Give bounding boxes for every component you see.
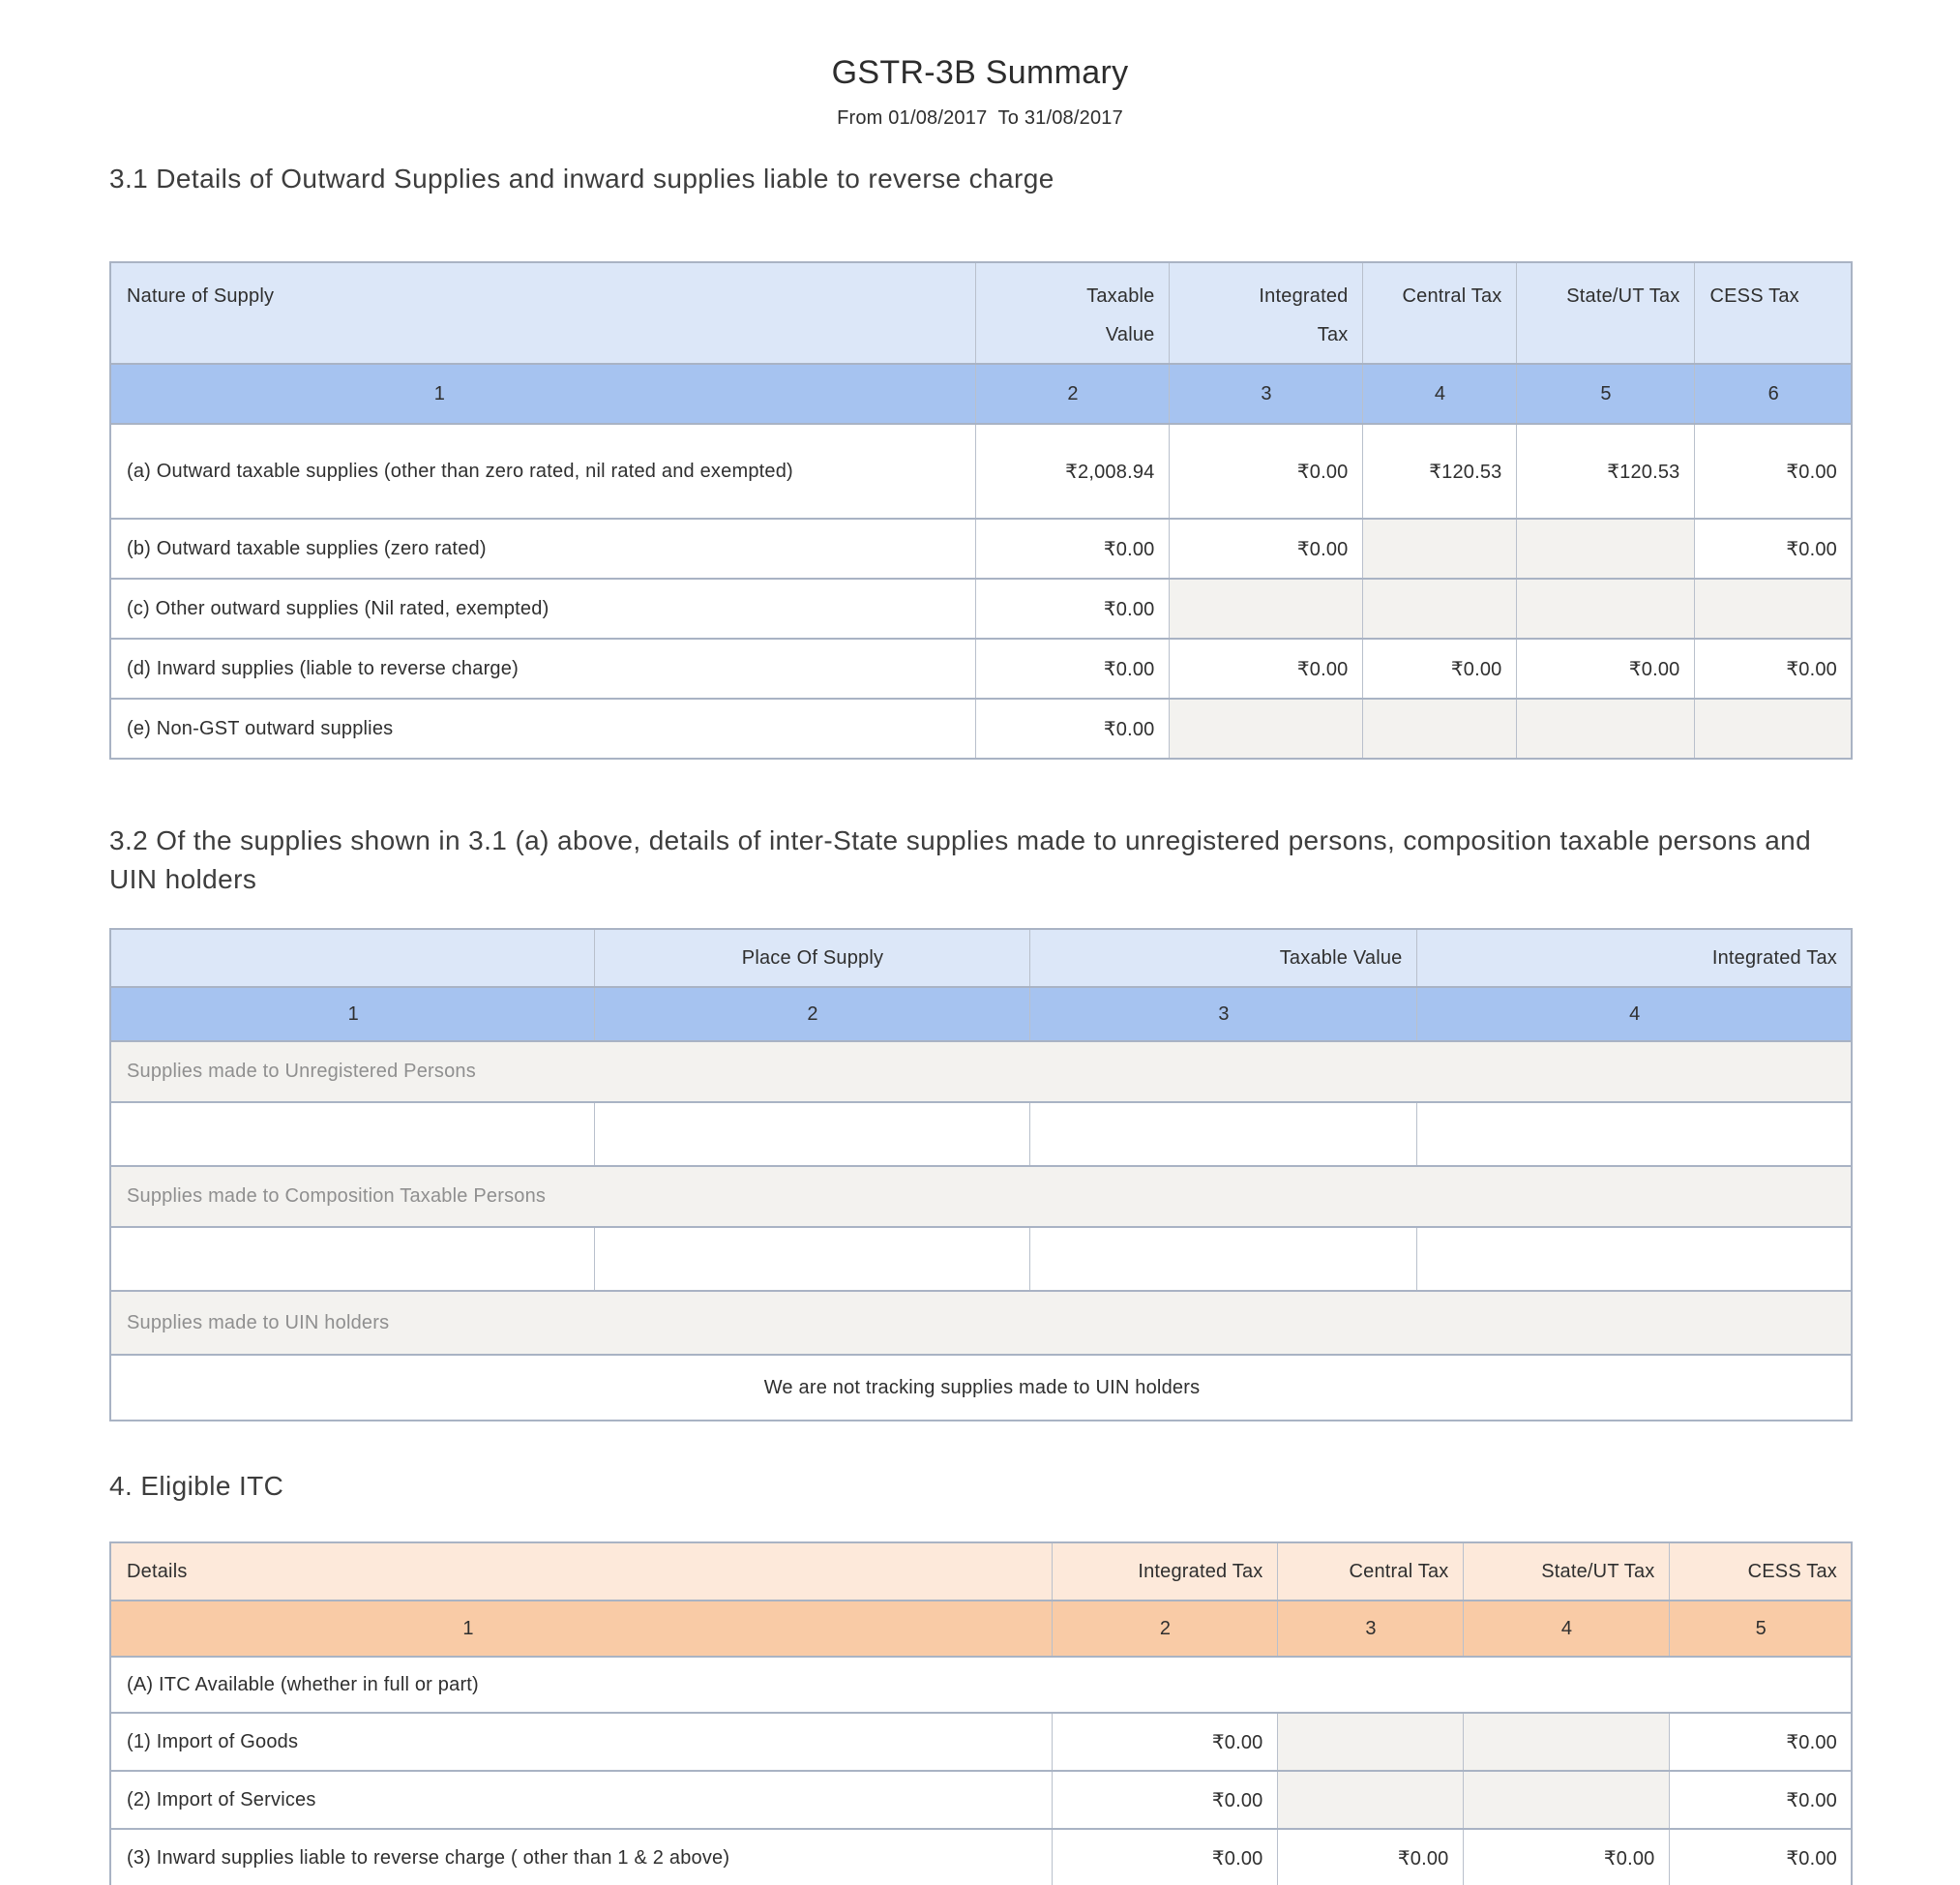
column-number <box>110 1601 1052 1657</box>
value-cell: ₹120.53 <box>1516 424 1694 519</box>
disabled-cell <box>1169 579 1362 639</box>
value-cell: ₹0.00 <box>1052 1771 1277 1829</box>
value-cell: ₹120.53 <box>1362 424 1516 519</box>
table-row-4-3 <box>110 1829 1852 1885</box>
value-cell: ₹0.00 <box>1169 639 1362 699</box>
value-cell: ₹0.00 <box>1516 639 1694 699</box>
column-number: 4 <box>1362 364 1516 424</box>
col-header-place-of-supply: Place Of Supply <box>594 929 1029 987</box>
uin-note-row <box>110 1355 1852 1421</box>
row-label: (A) ITC Available (whether in full or part) <box>127 1673 479 1695</box>
value-cell: ₹0.00 <box>975 519 1169 579</box>
column-number: 1 <box>347 1002 359 1025</box>
gstr3b-summary-page <box>0 52 1960 1885</box>
group-row-label: Supplies made to Unregistered Persons <box>110 1041 1852 1102</box>
section-3-1-heading: 3.1 Details of Outward Supplies and inward supplies liable to reverse charge <box>109 164 1054 194</box>
column-number: 3 <box>1029 987 1416 1041</box>
table-row-3-1-d <box>110 639 1852 699</box>
column-number-value: 1 <box>462 1617 474 1639</box>
table-row-3-1-b <box>110 519 1852 579</box>
col-header-taxable-value: Taxable Value <box>1029 929 1416 987</box>
table-row-4-2 <box>110 1771 1852 1829</box>
column-number: 3 <box>1169 364 1362 424</box>
row-label: (b) Outward taxable supplies (zero rated) <box>127 537 487 559</box>
empty-cell <box>594 1227 1029 1291</box>
row-label: (2) Import of Services <box>127 1788 316 1810</box>
table-row-3-1-c <box>110 579 1852 639</box>
row-label: (e) Non-GST outward supplies <box>127 717 394 739</box>
col-header-integrated-tax: Integrated Tax <box>1052 1542 1277 1601</box>
disabled-cell <box>1362 519 1516 579</box>
col-header-integrated-tax: Integrated Tax <box>1416 929 1852 987</box>
page-title: GSTR-3B Summary <box>831 54 1129 91</box>
column-number: 4 <box>1463 1601 1669 1657</box>
disabled-cell <box>1694 699 1852 759</box>
value-cell: ₹0.00 <box>1694 519 1852 579</box>
group-row-label: Supplies made to Composition Taxable Persons <box>110 1166 1852 1227</box>
disabled-cell <box>1463 1771 1669 1829</box>
column-number: 2 <box>975 364 1169 424</box>
empty-cell <box>594 1102 1029 1166</box>
section-4-heading: 4. Eligible ITC <box>109 1471 284 1501</box>
empty-cell <box>110 1102 594 1166</box>
col-header-state-ut-tax: State/UT Tax <box>1516 262 1694 364</box>
report-date-range: From 01/08/2017 To 31/08/2017 <box>837 107 1123 129</box>
col-header-cess-tax: CESS Tax <box>1669 1542 1852 1601</box>
value-cell: ₹0.00 <box>1169 519 1362 579</box>
col-header-central-tax: Central Tax <box>1277 1542 1463 1601</box>
disabled-cell <box>1169 699 1362 759</box>
value-cell: ₹0.00 <box>1694 424 1852 519</box>
col-header-nature-of-supply: Nature of Supply <box>127 285 275 307</box>
row-label: (c) Other outward supplies (Nil rated, exempted) <box>127 597 549 619</box>
column-number: 2 <box>1052 1601 1277 1657</box>
group-row-label: Supplies made to UIN holders <box>110 1291 1852 1355</box>
section-3-2-heading: 3.2 Of the supplies shown in 3.1 (a) above, details of inter-State supplies made to unregistered persons, composition taxable persons and UIN holders <box>109 825 1812 894</box>
empty-cell <box>1416 1227 1852 1291</box>
table-row-4-1 <box>110 1713 1852 1771</box>
disabled-cell <box>1516 579 1694 639</box>
outward-supplies-table <box>109 261 1853 760</box>
empty-data-row <box>110 1102 1852 1166</box>
table-row-3-1-a <box>110 424 1852 519</box>
col-header-empty <box>110 929 594 987</box>
value-cell: ₹0.00 <box>975 579 1169 639</box>
interstate-supplies-table <box>109 928 1853 1421</box>
column-number: 6 <box>1694 364 1852 424</box>
col-header-taxable-value: Taxable Value <box>975 262 1169 364</box>
col-header-cess-tax: CESS Tax <box>1694 262 1852 364</box>
uin-note-text: We are not tracking supplies made to UIN holders <box>763 1376 1201 1398</box>
column-number: 5 <box>1516 364 1694 424</box>
empty-data-row <box>110 1227 1852 1291</box>
value-cell: ₹0.00 <box>1669 1829 1852 1885</box>
table-4-index-row <box>110 1601 1852 1657</box>
column-number-value: 1 <box>433 382 446 404</box>
group-row-composition-taxable-persons <box>110 1166 1852 1227</box>
value-cell: ₹0.00 <box>975 639 1169 699</box>
disabled-cell <box>1277 1713 1463 1771</box>
table-3-1-index-row <box>110 364 1852 424</box>
col-header-state-ut-tax: State/UT Tax <box>1463 1542 1669 1601</box>
table-3-2-header-row <box>110 929 1852 987</box>
disabled-cell <box>1362 579 1516 639</box>
column-number: 3 <box>1277 1601 1463 1657</box>
col-header-central-tax: Central Tax <box>1362 262 1516 364</box>
value-cell: ₹0.00 <box>1052 1713 1277 1771</box>
disabled-cell <box>1277 1771 1463 1829</box>
table-4-header-row <box>110 1542 1852 1601</box>
disabled-cell <box>1463 1713 1669 1771</box>
value-cell: ₹0.00 <box>1669 1713 1852 1771</box>
col-header-details: Details <box>127 1560 188 1582</box>
table-3-1-header-row <box>110 262 1852 364</box>
empty-cell <box>110 1227 594 1291</box>
value-cell: ₹2,008.94 <box>975 424 1169 519</box>
value-cell: ₹0.00 <box>1463 1829 1669 1885</box>
disabled-cell <box>1694 579 1852 639</box>
value-cell: ₹0.00 <box>1169 424 1362 519</box>
row-label <box>110 424 975 519</box>
row-label: (3) Inward supplies liable to reverse charge ( other than 1 & 2 above) <box>127 1846 730 1869</box>
empty-cell <box>1029 1227 1416 1291</box>
group-row-unregistered-persons <box>110 1041 1852 1102</box>
value-cell: ₹0.00 <box>1362 639 1516 699</box>
value-cell: ₹0.00 <box>1052 1829 1277 1885</box>
row-label: (d) Inward supplies (liable to reverse charge) <box>127 657 519 679</box>
value-cell: ₹0.00 <box>1694 639 1852 699</box>
row-label: (1) Import of Goods <box>127 1730 299 1752</box>
value-cell: ₹0.00 <box>1669 1771 1852 1829</box>
column-number: 4 <box>1416 987 1852 1041</box>
row-label-text: (a) Outward taxable supplies (other than zero rated, nil rated and exempted) <box>127 460 793 482</box>
column-number: 5 <box>1669 1601 1852 1657</box>
disabled-cell <box>1362 699 1516 759</box>
disabled-cell <box>1516 699 1694 759</box>
table-row-4-A <box>110 1657 1852 1713</box>
empty-cell <box>1029 1102 1416 1166</box>
eligible-itc-table <box>109 1541 1853 1885</box>
group-row-uin-holders <box>110 1291 1852 1355</box>
empty-cell <box>1416 1102 1852 1166</box>
value-cell: ₹0.00 <box>1277 1829 1463 1885</box>
table-row-3-1-e <box>110 699 1852 759</box>
col-header-integrated-tax: Integrated Tax <box>1169 262 1362 364</box>
column-number <box>110 364 975 424</box>
value-cell: ₹0.00 <box>975 699 1169 759</box>
disabled-cell <box>1516 519 1694 579</box>
column-number: 2 <box>594 987 1029 1041</box>
table-3-2-index-row <box>110 987 1852 1041</box>
